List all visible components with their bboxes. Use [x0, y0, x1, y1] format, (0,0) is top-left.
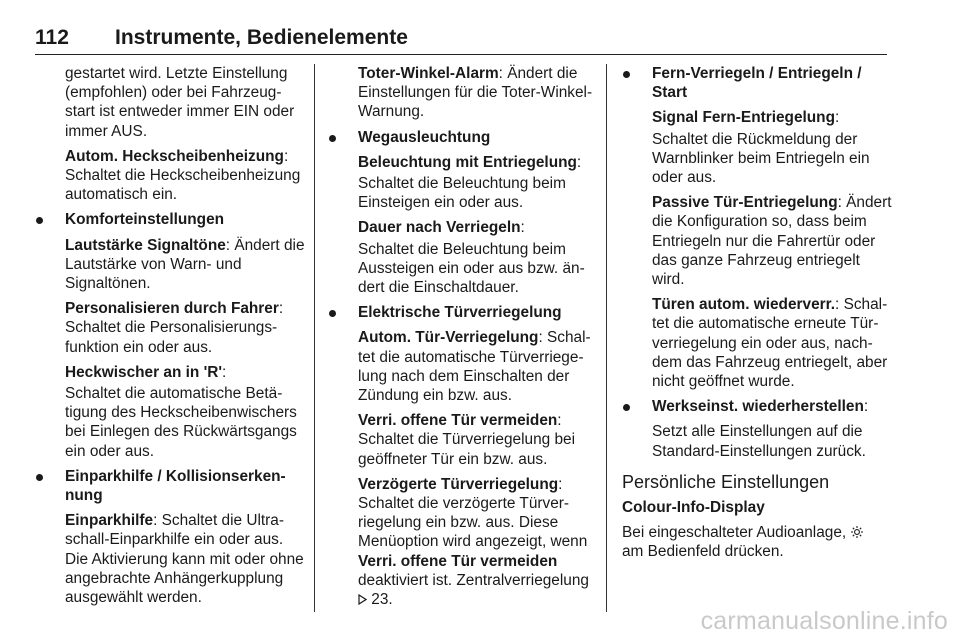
heading-factory-reset: Werkseinst. wiederherstellen: — [652, 398, 869, 416]
paragraph-signal-label: Signal Fern-Entriegelung: — [652, 109, 840, 127]
paragraph-personalize: Personalisieren durch Fahrer: Schaltet die Personalisierungsfunktion ein oder aus. — [65, 300, 284, 356]
page-number: 112 — [35, 26, 69, 49]
paragraph-duration-label: Dauer nach Verriegeln: — [358, 219, 525, 237]
page-reference-arrow — [358, 591, 367, 607]
paragraph-display: Bei eingeschalteter Audioanlage, am Bedienfeld drücken. — [622, 523, 892, 561]
paragraph-volume: Lautstärke Signaltöne: Ändert die Lautstärke von Warn- und Signaltönen. — [65, 236, 305, 293]
page-title: Instrumente, Bedienelemente — [115, 26, 408, 49]
subsection-title: Colour-Info-Display — [622, 499, 765, 517]
paragraph-delayed-lock: Verzögerte Türverriegelung: Schaltet die verzögerte Türverriegelung ein bzw. aus. Diese Menüoption wird angezeigt, wenn Verri. offene Tür vermeiden deaktiviert ist. Zentralverriegelung 23. — [358, 475, 589, 609]
column-2 — [358, 64, 598, 615]
bullet-factory-reset — [652, 397, 892, 416]
paragraph-rear-wiper: Schaltet die automatische Betätigung des Heckscheibenwischers bei Einlegen des Rückwärtsgangs ein oder aus. — [65, 385, 297, 460]
bullet-dot — [623, 71, 630, 78]
paragraph-duration: Schaltet die Beleuchtung beim Aussteigen ein oder aus bzw. ändert die Einschaltdauer. — [358, 240, 585, 297]
heading-door-locking: Elektrische Türverriegelung — [358, 304, 562, 322]
paragraph-parking: Einparkhilfe: Schaltet die Ultraschall-Einparkhilfe ein oder aus. Die Aktivierung kann mit oder ohne angebrachte Anhängerkupplung ausgewählt werden. — [65, 512, 304, 607]
bullet-door-locking — [358, 303, 598, 322]
column-3 — [622, 64, 892, 568]
paragraph-factory-reset: Setzt alle Einstellungen auf die Standard-Einstellungen zurück. — [652, 423, 866, 460]
paragraph-relock: Türen autom. wiederverr.: Schaltet die automatische erneute Türverriegelung ein oder aus, nachdem das Fahrzeug entriegelt, aber nicht geöffnet wurde. — [652, 296, 888, 391]
paragraph-rear-wiper-label: Heckwischer an in 'R': — [65, 363, 227, 381]
paragraph-autolock: Autom. Tür-Verriegelung: Schaltet die automatische Türverriegelung nach dem Einschalten der Zündung ein bzw. aus. — [358, 329, 591, 405]
label-rear-heating: Autom. Heckscheibenheizung — [65, 147, 284, 165]
bullet-dot — [623, 404, 630, 411]
watermark: carmanualsonline.info — [700, 607, 948, 635]
heading-parking: Einparkhilfe / Kollisionserkennung — [65, 467, 286, 505]
bullet-dot — [36, 217, 43, 224]
paragraph-passive: Passive Tür-Entriegelung: Ändert die Konfiguration so, dass beim Entriegeln nur die Fahrertür oder das ganze Fahrzeug entriegelt wird. — [652, 194, 892, 289]
paragraph-continuation: gestartet wird. Letzte Einstellung (empfohlen) oder bei Fahrzeugstart ist entweder immer EIN oder immer AUS. — [65, 65, 295, 140]
bullet-dot — [329, 310, 336, 317]
heading-remote: Fern-Verriegeln / Entriegeln / Start — [652, 65, 862, 102]
bullet-path-lighting — [358, 128, 598, 147]
bullet-remote — [652, 64, 892, 102]
paragraph-signal: Schaltet die Rückmeldung der Warnblinker beim Entriegeln ein oder aus. — [652, 130, 870, 187]
paragraph-unlock-light-label: Beleuchtung mit Entriegelung: — [358, 153, 582, 171]
bullet-comfort — [65, 210, 305, 229]
heading-comfort: Komforteinstellungen — [65, 211, 225, 229]
heading-path-lighting: Wegausleuchtung — [358, 128, 491, 146]
column-1 — [65, 64, 305, 613]
paragraph-unlock-light: Schaltet die Beleuchtung beim Einsteigen ein oder aus. — [358, 175, 566, 212]
page-header — [35, 24, 887, 55]
paragraph-rear-heating: Autom. Heckscheibenheizung: Schaltet die Heckscheibenheizung automatisch ein. — [65, 147, 301, 204]
settings-icon — [850, 525, 864, 539]
paragraph-avoid-lock: Verri. offene Tür vermeiden: Schaltet die Türverriegelung bei geöffneter Tür ein bzw. aus. — [358, 412, 576, 468]
paragraph-blind-spot: Toter-Winkel-Alarm: Ändert die Einstellungen für die Toter-Winkel-Warnung. — [358, 65, 593, 121]
bullet-dot — [329, 135, 336, 142]
section-title: Persönliche Einstellungen — [622, 471, 830, 492]
bullet-parking — [65, 467, 305, 505]
page-reference: 23. — [367, 591, 393, 609]
bullet-dot — [36, 474, 43, 481]
column-divider-left — [314, 64, 315, 612]
column-divider-right — [606, 64, 607, 612]
